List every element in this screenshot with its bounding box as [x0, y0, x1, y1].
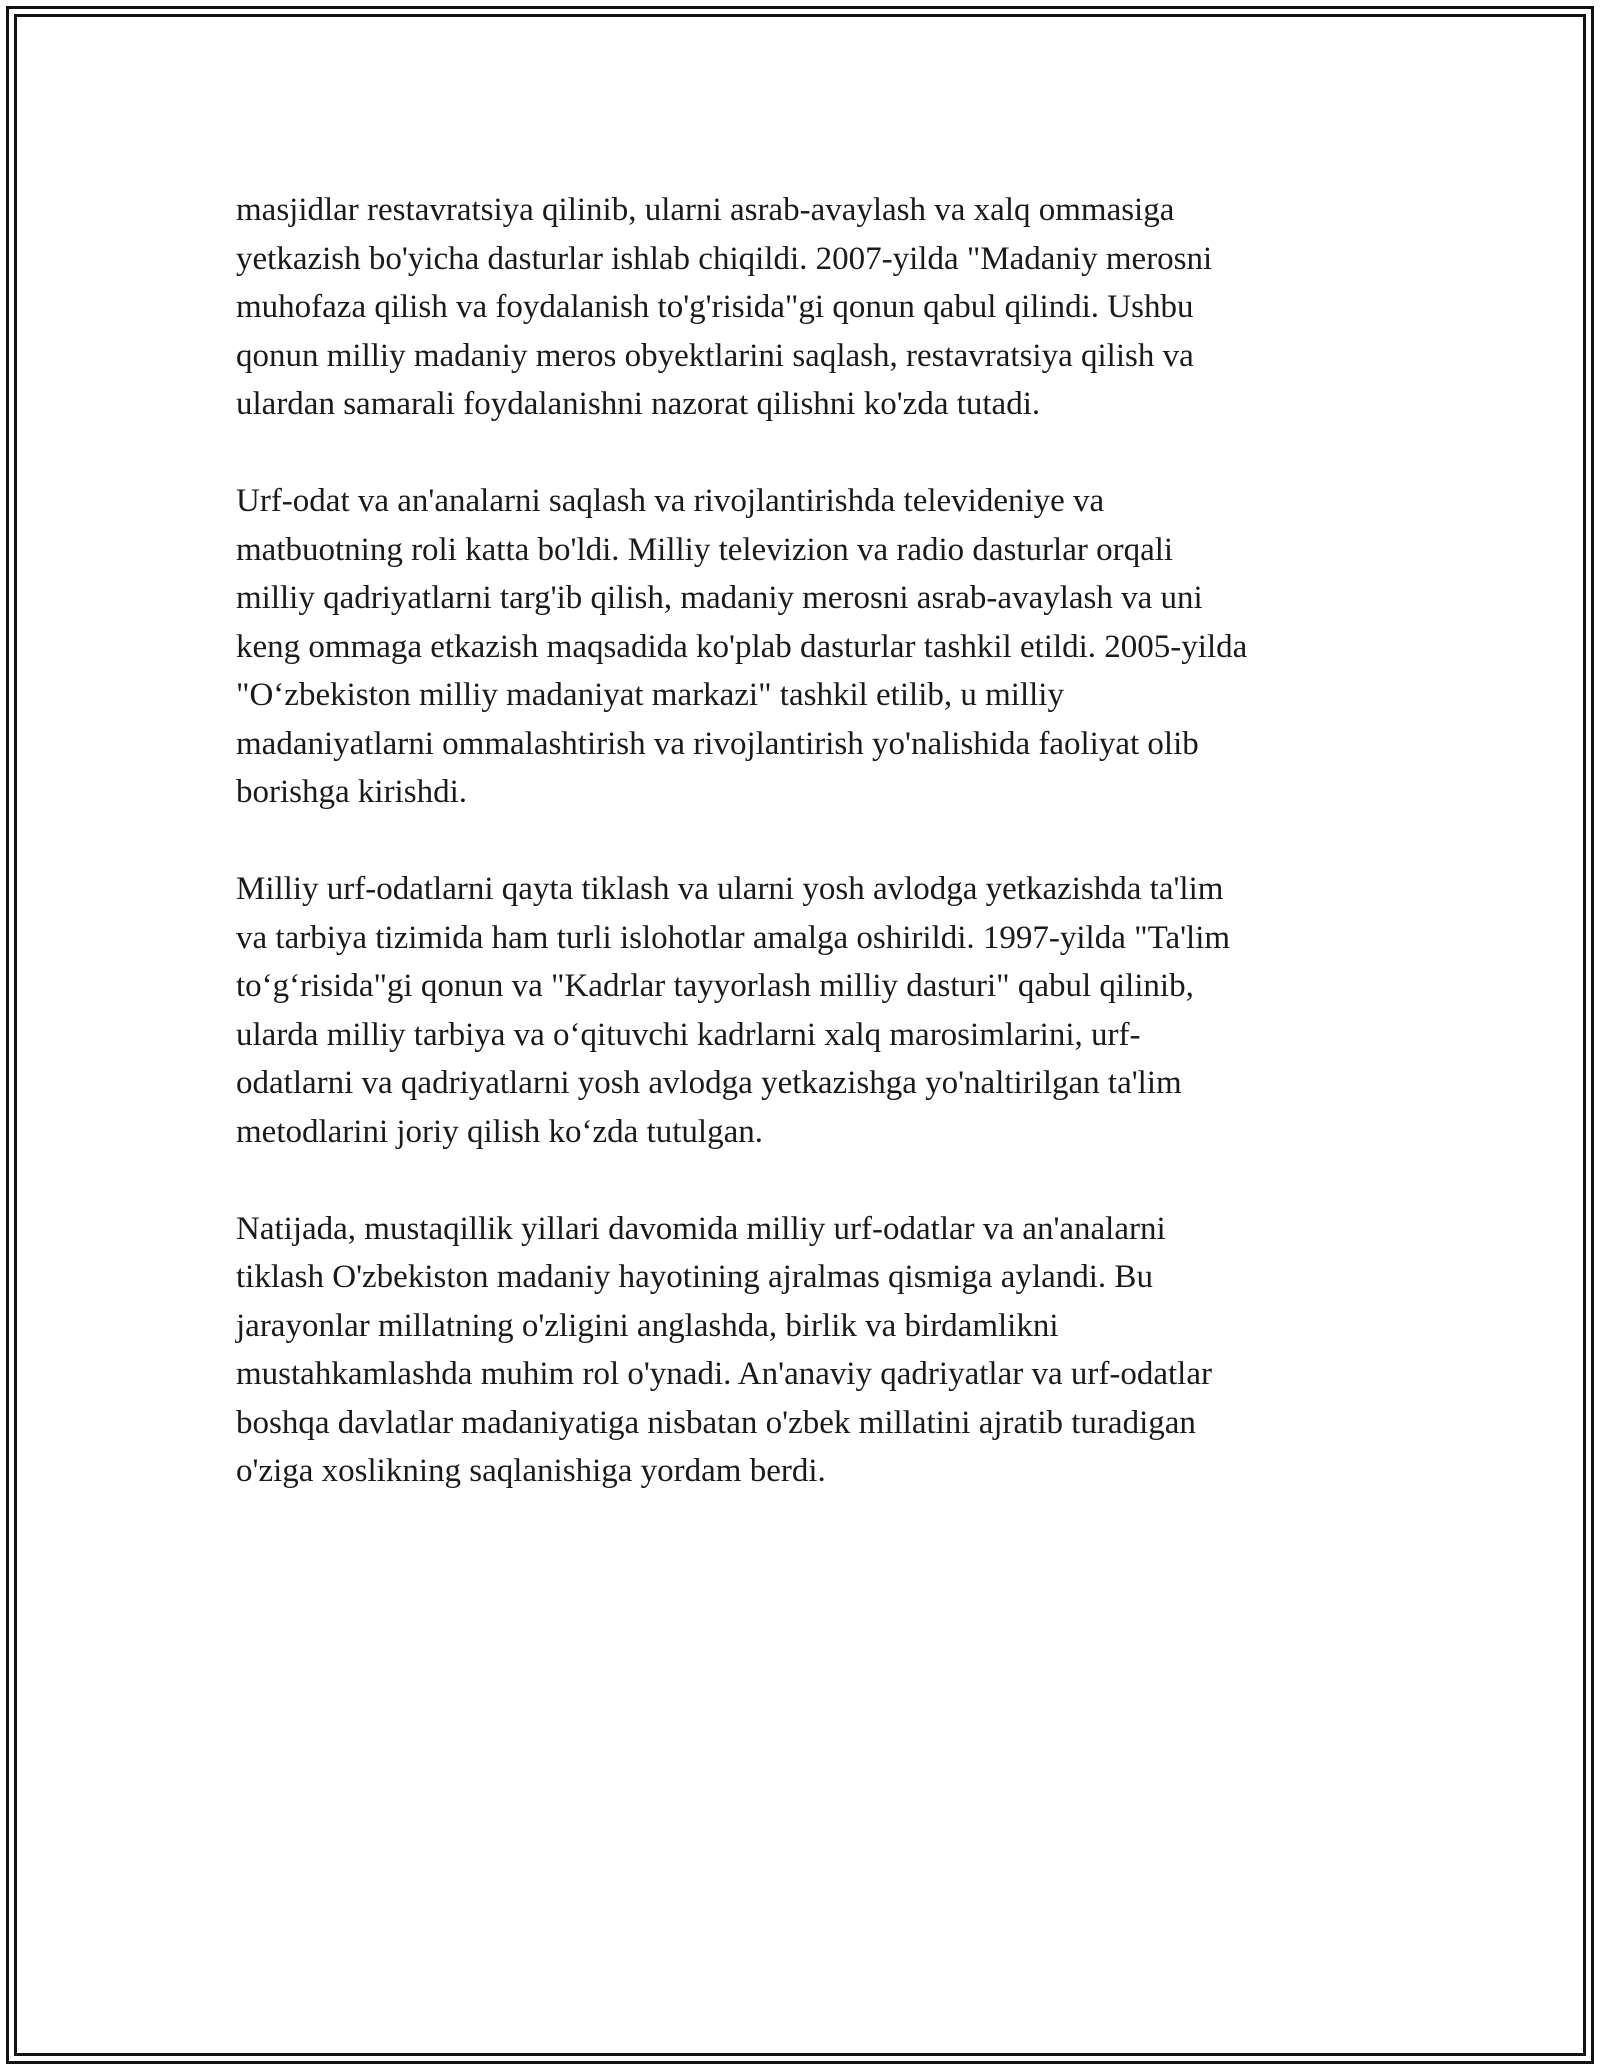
paragraph-media-role: Urf-odat va an'analarni saqlash va rivojlantirishda televideniye va matbuotning roli katta bo'ldi. Milliy televizion va radio dasturlar orqali milliy qadriyatlarni targ'ib qilish, madaniy merosni asrab-avaylash va uni keng ommaga etkazish maqsadida ko'plab dasturlar tashkil etildi. 2005-yilda "O‘zbekiston milliy madaniyat markazi" tashkil etilib, u milliy madaniyatlarni ommalashtirish va rivojlantirish yo'nalishida faoliyat olib borishga kirishdi. [236, 483, 1248, 810]
page-content [236, 186, 1366, 1496]
paragraph-education-reforms: Milliy urf-odatlarni qayta tiklash va ularni yosh avlodga yetkazishda ta'lim va tarbiya tizimida ham turli islohotlar amalga oshirildi. 1997-yilda "Ta'lim to‘g‘risida"gi qonun va "Kadrlar tayyorlash milliy dasturi" qabul qilinib, ularda milliy tarbiya va o‘qituvchi kadrlarni xalq marosimlarini, urf- odatlarni va qadriyatlarni yosh avlodga yetkazishga yo'naltirilgan ta'lim metodlarini joriy qilish ko‘zda tutulgan. [236, 871, 1231, 1150]
paragraph-heritage-law: masjidlar restavratsiya qilinib, ularni asrab-avaylash va xalq ommasiga yetkazish bo'yicha dasturlar ishlab chiqildi. 2007-yilda "Madaniy merosni muhofaza qilish va foydalanish to'g'risida"gi qonun qabul qilindi. Ushbu qonun milliy madaniy meros obyektlarini saqlash, restavratsiya qilish va ulardan samarali foydalanishni nazorat qilishni ko'zda tutadi. [236, 192, 1213, 422]
paragraph-conclusion: Natijada, mustaqillik yillari davomida milliy urf-odatlar va an'analarni tiklash O'zbekiston madaniy hayotining ajralmas qismiga aylandi. Bu jarayonlar millatning o'zligini anglashda, birlik va birdamlikni mustahkamlashda muhim rol o'ynadi. An'anaviy qadriyatlar va urf-odatlar boshqa davlatlar madaniyatiga nisbatan o'zbek millatini ajratib turadigan o'ziga xoslikning saqlanishiga yordam berdi. [236, 1210, 1212, 1489]
